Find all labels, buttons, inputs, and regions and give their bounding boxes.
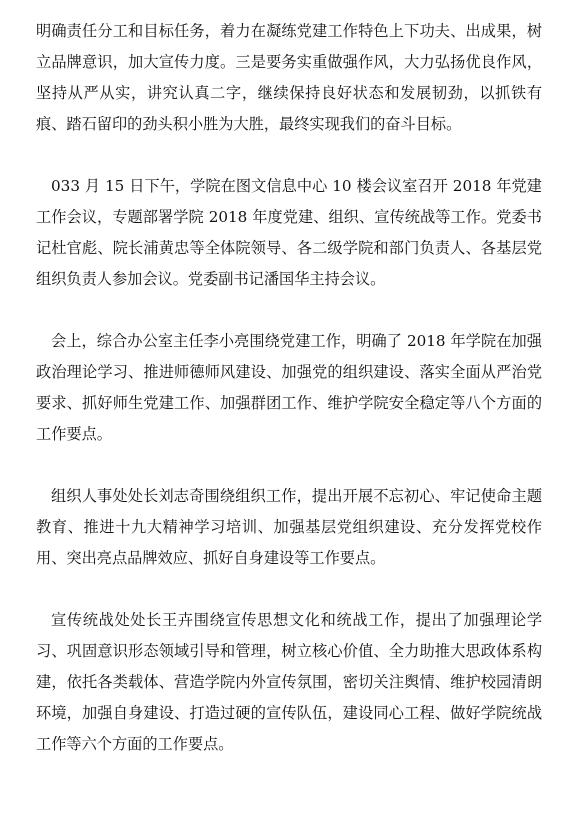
- paragraph-publicity-work: 宣传统战处处长王卉围绕宣传思想文化和统战工作，提出了加强理论学习、巩固意识形态领域引导和管理，树立核心价值、全力助推大思政体系构建，依托各类载体、营造学院内外宣传氛围，密切关注舆情、维护校园清朗环境，加强自身建设、打造过硬的宣传队伍，建设同心工程、做好学院统战工作等六个方面的工作要点。: [36, 611, 542, 753]
- paragraph-gap: [36, 295, 542, 326]
- paragraph-gap: [36, 140, 542, 171]
- paragraph-continuation: 明确责任分工和目标任务，着力在凝练党建工作特色上下功夫、出成果，树立品牌意识，加大宣传力度。三是要务实重做强作风，大力弘扬优良作风，坚持从严从实，讲究认真二字，继续保持良好状态和发展韧劲，以抓铁有痕、踏石留印的劲头积小胜为大胜，最终实现我们的奋斗目标。: [36, 22, 542, 133]
- paragraph-meeting-intro: 033 月 15 日下午，学院在图文信息中心 10 楼会议室召开 2018 年党建工作会议，专题部署学院 2018 年度党建、组织、宣传统战等工作。党委书记杜官彪、院长浦黄忠等全体院领导、各二级学院和部门负责人、各基层党组织负责人参加会议。党委副书记潘国华主持会议。: [36, 177, 542, 288]
- paragraph-organization-work: 组织人事处处长刘志奇围绕组织工作，提出开展不忘初心、牢记使命主题教育、推进十九大精神学习培训、加强基层党组织建设、充分发挥党校作用、突出亮点品牌效应、抓好自身建设等工作要点。: [36, 487, 542, 567]
- paragraph-party-work: 会上，综合办公室主任李小亮围绕党建工作，明确了 2018 年学院在加强政治理论学习、推进师德师风建设、加强党的组织建设、落实全面从严治党要求、抓好师生党建工作、加强群团工作、维护学院安全稳定等八个方面的工作要点。: [36, 332, 542, 443]
- paragraph-gap: [36, 574, 542, 605]
- paragraph-gap: [36, 450, 542, 481]
